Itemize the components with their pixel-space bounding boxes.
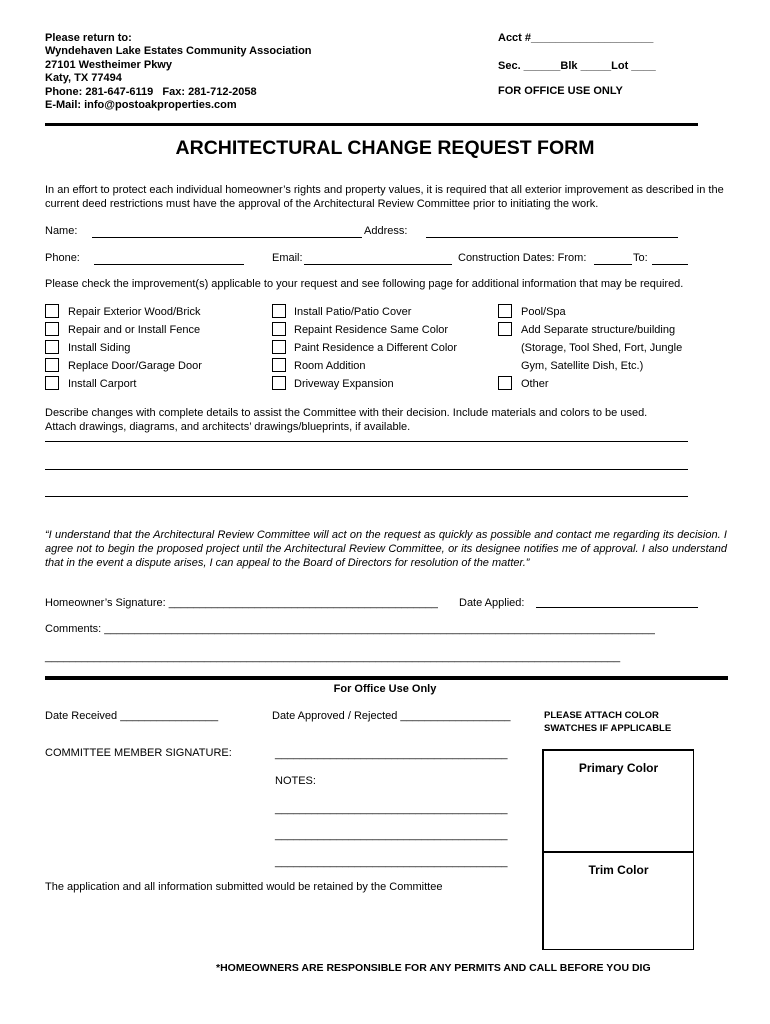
- option-label: Pool/Spa: [521, 306, 566, 318]
- option-label: Install Carport: [68, 378, 137, 390]
- describe-line-1: Describe changes with complete details to assist the Committee with their decision. Include materials and colors to be used.: [45, 407, 648, 419]
- homeowner-signature[interactable]: Homeowner’s Signature: ____________________________________________: [45, 597, 438, 609]
- option-label: Replace Door/Garage Door: [68, 360, 202, 372]
- phone-fax: Phone: 281-647-6119 Fax: 281-712-2058: [45, 85, 257, 98]
- trim-color-label: Trim Color: [588, 863, 649, 877]
- retention-note: The application and all information submitted would be retained by the Committee: [45, 881, 443, 893]
- checkbox-replace-door[interactable]: [45, 358, 59, 372]
- header-divider: [45, 123, 698, 126]
- name-input[interactable]: [92, 223, 362, 238]
- email-address: E-Mail: info@postoakproperties.com: [45, 99, 237, 112]
- checkbox-room-addition[interactable]: [272, 358, 286, 372]
- committee-signature-label: COMMITTEE MEMBER SIGNATURE:: [45, 747, 232, 759]
- checkbox-separate-structure[interactable]: [498, 322, 512, 336]
- city-state-zip: Katy, TX 77494: [45, 72, 122, 85]
- option-label: Add Separate structure/building: [521, 324, 676, 336]
- office-divider: [45, 676, 728, 680]
- checkbox-pool-spa[interactable]: [498, 304, 512, 318]
- checkbox-repair-exterior[interactable]: [45, 304, 59, 318]
- description-line[interactable]: [45, 469, 688, 470]
- email-input[interactable]: [304, 250, 452, 265]
- date-applied-label: Date Applied:: [459, 597, 525, 609]
- office-use-label: FOR OFFICE USE ONLY: [498, 85, 623, 97]
- primary-color-swatch-box[interactable]: [542, 749, 694, 852]
- address-input[interactable]: [426, 223, 678, 238]
- checkbox-repaint-same[interactable]: [272, 322, 286, 336]
- trim-color-swatch-box[interactable]: [542, 852, 694, 950]
- describe-line-2: Attach drawings, diagrams, and architects’ drawings/blueprints, if available.: [45, 421, 411, 433]
- acct-number: Acct #____________________: [498, 32, 654, 44]
- sec-blk-lot: Sec. ______Blk _____Lot ____: [498, 60, 656, 72]
- checkbox-install-siding[interactable]: [45, 340, 59, 354]
- agreement-statement: “I understand that the Architectural Review Committee will act on the request as quickly as possible and contact me regarding its decision. I agree not to begin the proposed project until the Architectural Review Committee, or its designee notifies me of approval. I also understand that in the event a dispute arises, I can appeal to the Board of Directors for resolution of the matter.”: [45, 529, 727, 569]
- attach-swatches-note: [544, 710, 671, 735]
- office-use-heading: For Office Use Only: [333, 683, 437, 695]
- option-label: Repair Exterior Wood/Brick: [68, 306, 201, 318]
- date-received[interactable]: Date Received ________________: [45, 710, 219, 722]
- phone-label: Phone:: [45, 252, 80, 264]
- date-applied-input[interactable]: [536, 595, 698, 608]
- option-label: Room Addition: [294, 360, 366, 372]
- attach-line-2: SWATCHES IF APPLICABLE: [544, 722, 672, 734]
- checkbox-other[interactable]: [498, 376, 512, 390]
- option-label: Repaint Residence Same Color: [294, 324, 449, 336]
- date-approved-rejected[interactable]: Date Approved / Rejected __________________: [272, 710, 511, 722]
- construction-to-label: To:: [633, 252, 648, 264]
- description-line[interactable]: [45, 441, 688, 442]
- return-label: Please return to:: [45, 32, 132, 44]
- notes-line[interactable]: ______________________________________: [275, 803, 508, 815]
- intro-paragraph: In an effort to protect each individual homeowner’s rights and property values, it is required that all exterior improvement as described in the current deed restrictions must have the approval of the Architectural Review Committee prior to initiating the work.: [45, 184, 724, 210]
- primary-color-label: Primary Color: [578, 761, 659, 775]
- checkbox-install-carport[interactable]: [45, 376, 59, 390]
- name-label: Name:: [45, 225, 78, 237]
- option-label: Install Patio/Patio Cover: [294, 306, 412, 318]
- address-label: Address:: [364, 225, 408, 237]
- association-name: Wyndehaven Lake Estates Community Association: [45, 45, 312, 58]
- street-address: 27101 Westheimer Pkwy: [45, 58, 172, 71]
- description-line[interactable]: [45, 496, 688, 497]
- option-label: (Storage, Tool Shed, Fort, Jungle: [521, 342, 683, 354]
- return-address-block: [45, 32, 312, 112]
- check-instruction: Please check the improvement(s) applicable to your request and see following page for additional information that may be required.: [45, 278, 684, 290]
- option-label: Paint Residence a Different Color: [294, 342, 458, 354]
- option-label: Gym, Satellite Dish, Etc.): [521, 360, 644, 372]
- email-label: Email:: [272, 252, 303, 264]
- option-label: Driveway Expansion: [294, 378, 394, 390]
- option-label: Repair and or Install Fence: [68, 324, 201, 336]
- comments-field[interactable]: Comments: __________________________________________________________________________________________: [45, 623, 655, 635]
- checkbox-driveway[interactable]: [272, 376, 286, 390]
- option-label: Other: [521, 378, 549, 390]
- comments-line-2[interactable]: ______________________________________________________________________________________________: [45, 651, 621, 663]
- attach-line-1: PLEASE ATTACH COLOR: [544, 710, 659, 721]
- construction-dates-label: Construction Dates: From:: [458, 252, 587, 264]
- notes-label: NOTES:: [275, 775, 316, 787]
- checkbox-repair-fence[interactable]: [45, 322, 59, 336]
- checkbox-paint-different[interactable]: [272, 340, 286, 354]
- phone-input[interactable]: [94, 250, 244, 265]
- notes-line[interactable]: ______________________________________: [275, 856, 508, 868]
- checkbox-install-patio[interactable]: [272, 304, 286, 318]
- footer-notice: *HOMEOWNERS ARE RESPONSIBLE FOR ANY PERMITS AND CALL BEFORE YOU DIG: [216, 962, 651, 974]
- option-label: Install Siding: [68, 342, 131, 354]
- notes-line[interactable]: ______________________________________: [275, 829, 508, 841]
- committee-signature-line[interactable]: ______________________________________: [275, 748, 508, 760]
- form-title: ARCHITECTURAL CHANGE REQUEST FORM: [175, 137, 595, 159]
- construction-to-input[interactable]: [652, 250, 688, 265]
- construction-from-input[interactable]: [594, 250, 632, 265]
